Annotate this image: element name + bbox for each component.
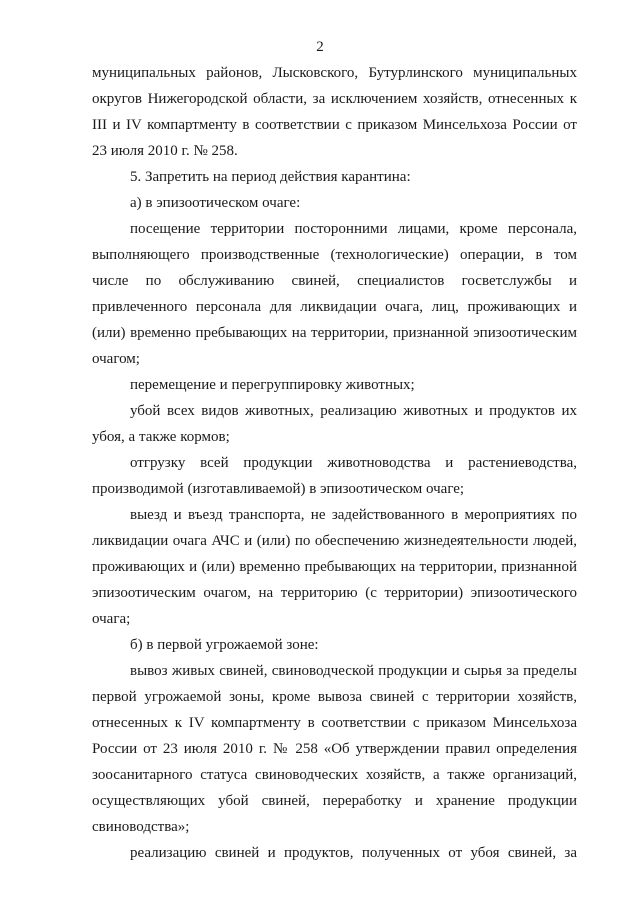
text-line: проживающих и (или) временно пребывающих на территории, признанной xyxy=(92,559,577,575)
text-line: эпизоотическим очагом, на территорию (с территории) эпизоотического xyxy=(92,585,577,601)
text-line: убой всех видов животных, реализацию животных и продуктов их xyxy=(130,403,577,419)
text-line: производимой (изготавливаемой) в эпизоотическом очаге; xyxy=(92,481,465,497)
text-line: первой угрожаемой зоны, кроме вывоза свиней с территории хозяйств, xyxy=(92,689,577,705)
text-line: перемещение и перегруппировку животных; xyxy=(130,377,415,393)
text-line: а) в эпизоотическом очаге: xyxy=(130,195,301,211)
text-line: убоя, а также кормов; xyxy=(92,429,230,445)
text-line: отгрузку всей продукции животноводства и растениеводства, xyxy=(130,455,577,471)
text-line: выполняющего производственные (технологические) операции, в том xyxy=(92,247,577,263)
text-line: привлеченного персонала для ликвидации очага, лиц, проживающих и xyxy=(92,299,577,315)
text-line: осуществляющих убой свиней, переработку и хранение продукции xyxy=(92,793,577,809)
text-line: посещение территории посторонними лицами, кроме персонала, xyxy=(130,221,577,237)
text-line: округов Нижегородской области, за исключением хозяйств, отнесенных к xyxy=(92,91,577,107)
text-line: России от 23 июля 2010 г. № 258 «Об утверждении правил определения xyxy=(92,741,577,757)
text-line: реализацию свиней и продуктов, полученных от убоя свиней, за xyxy=(130,845,577,861)
text-line: 23 июля 2010 г. № 258. xyxy=(92,143,238,159)
text-line: числе по обслуживанию свиней, специалистов госветслужбы и xyxy=(92,273,577,289)
text-line: вывоз живых свиней, свиноводческой продукции и сырья за пределы xyxy=(130,663,577,679)
text-line: зоосанитарного статуса свиноводческих хозяйств, а также организаций, xyxy=(92,767,577,783)
text-line: III и IV компартменту в соответствии с приказом Минсельхоза России от xyxy=(92,117,577,133)
text-line: (или) временно пребывающих на территории, признанной эпизоотическим xyxy=(92,325,577,341)
text-line: муниципальных районов, Лысковского, Бутурлинского муниципальных xyxy=(92,65,577,81)
text-line: 5. Запретить на период действия карантина: xyxy=(130,169,411,185)
text-line: очагом; xyxy=(92,351,140,367)
text-line: очага; xyxy=(92,611,131,627)
text-line: отнесенных к IV компартменту в соответствии с приказом Минсельхоза xyxy=(92,715,577,731)
text-line: б) в первой угрожаемой зоне: xyxy=(130,637,319,653)
page-number: 2 xyxy=(316,39,324,55)
text-line: свиноводства»; xyxy=(92,819,190,835)
text-line: ликвидации очага АЧС и (или) по обеспечению жизнедеятельности людей, xyxy=(92,533,577,549)
text-line: выезд и въезд транспорта, не задействованного в мероприятиях по xyxy=(130,507,577,523)
